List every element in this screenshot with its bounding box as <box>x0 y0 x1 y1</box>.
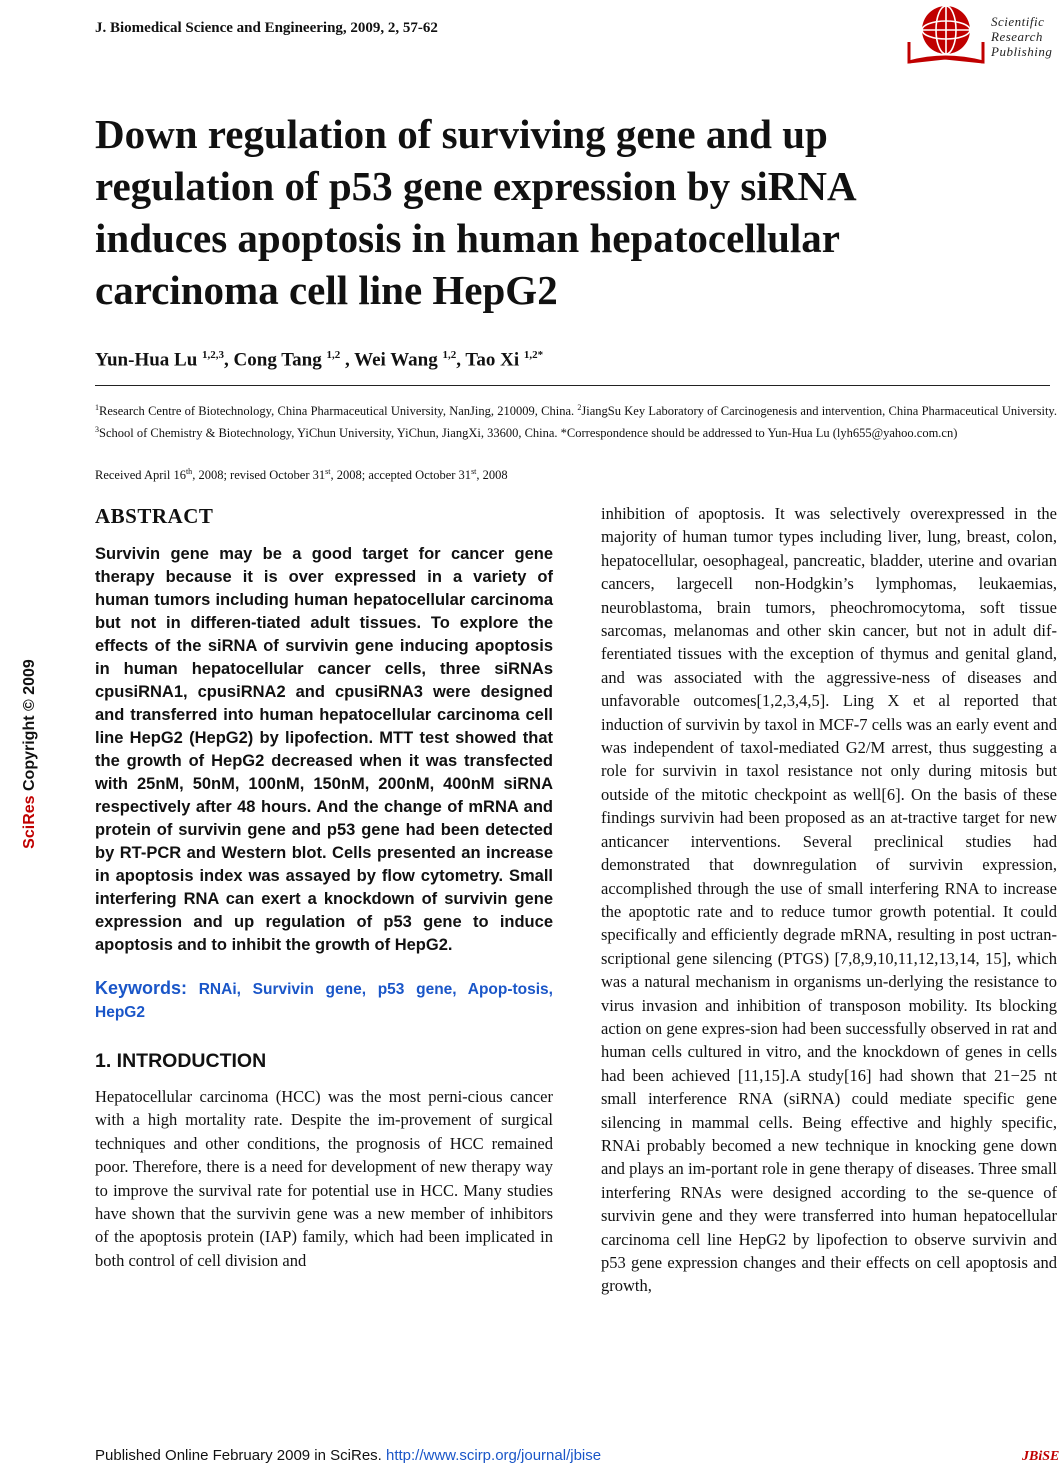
copyright-notice: Copyright © 2009 <box>21 659 38 796</box>
author-affiliation-marker: 1,2* <box>523 349 544 361</box>
affiliation-marker: 2 <box>577 403 582 412</box>
author-list <box>95 349 543 371</box>
author-affiliation-marker: 1,2 <box>442 349 457 361</box>
affiliation-marker: 1 <box>95 403 99 412</box>
ordinal-suffix: th <box>185 467 193 476</box>
journal-url-link[interactable]: http://www.scirp.org/journal/jbise <box>386 1447 602 1464</box>
introduction-paragraph-left: Hepatocellular carcinoma (HCC) was the most perni-cious cancer with a high mortality rate. Despite the im-provement of surgical techniques and other conditions, the prognosis of HCC remained poor. Therefore, there is a need for development of new therapy way to improve the survival rate for potential use in HCC. Many studies have shown that the survivin gene was a new member of inhibitors of the apoptosis protein (IAP) family, which had been implicated in both control of cell division and <box>95 1087 553 1270</box>
right-column <box>601 502 1057 1298</box>
author-separator: , <box>340 349 355 371</box>
logo-line-2: Research <box>991 29 1043 44</box>
author-separator: , <box>224 349 234 371</box>
ordinal-suffix: st <box>471 467 477 476</box>
logo-line-3: Publishing <box>991 44 1053 59</box>
logo-line-1: Scientific <box>991 14 1045 29</box>
author-name: Tao Xi <box>465 349 520 371</box>
left-column <box>95 504 553 1272</box>
year-text: , 2008 <box>476 468 508 483</box>
keywords-label: Keywords: <box>95 978 188 998</box>
author-name: Cong Tang <box>233 349 322 371</box>
affiliation-text: School of Chemistry & Biotechnology, YiChun University, YiChun, JiangXi, 33600, China. *Correspondence should be addressed to Yun-Hua Lu (lyh655@yahoo.com.cn) <box>99 425 958 440</box>
author-affiliation-marker: 1,2,3 <box>202 349 225 361</box>
ordinal-suffix: st <box>325 467 331 476</box>
paper-title: Down regulation of surviving gene and up regulation of p53 gene expression by siRNA induces apoptosis in human hepatocellular carcinoma cell line HepG2 <box>95 111 855 313</box>
revised-text: , 2008; revised October 31 <box>192 468 326 483</box>
published-text: Published Online February 2009 in SciRes. <box>95 1447 386 1464</box>
keywords-list: RNAi, Survivin gene, p53 gene, Apop-tosis, HepG2 <box>95 981 553 1021</box>
affiliation-text: Research Centre of Biotechnology, China Pharmaceutical University, NanJing, 210009, China. <box>99 404 578 419</box>
received-dates <box>95 467 508 483</box>
journal-abbreviation: JBiSE <box>1022 1449 1060 1464</box>
journal-citation: J. Biomedical Science and Engineering, 2009, 2, 57-62 <box>95 20 438 36</box>
abstract-heading: ABSTRACT <box>95 504 214 528</box>
globe-book-icon <box>905 2 987 68</box>
author-divider <box>95 385 1050 386</box>
author-name: Yun-Hua Lu <box>95 349 198 371</box>
copyright-sidebar <box>0 634 60 874</box>
publisher-logo-text <box>991 14 1052 59</box>
sciRes-brand: SciRes <box>21 795 38 849</box>
publisher-logo <box>905 2 1061 68</box>
footer-published <box>95 1447 601 1464</box>
author-name: Wei Wang <box>354 349 438 371</box>
affiliation-marker: 3 <box>95 424 99 434</box>
keywords <box>95 977 553 1024</box>
author-affiliation-marker: 1,2 <box>326 349 341 361</box>
abstract-body: Survivin gene may be a good target for cancer gene therapy because it is over expressed in a variety of human tumors including human hepatocellular carcinoma but not in differen-tiated adult tissues. To explore the effects of the siRNA of survivin gene inducing apoptosis in human hepatocellular cancer cells, three siRNAs cpusiRNA1, cpusiRNA2 and cpusiRNA3 were designed and transferred into human hepatocellular carcinoma cell line HepG2 (HepG2) by lipofection. MTT test showed that the growth of HepG2 decreased when it was transfected with 25nM, 50nM, 100nM, 150nM, 200nM, 400nM siRNA respectively after 48 hours. And the change of mRNA and protein of survivin gene and p53 gene had been detected by RT-PCR and Western blot. Cells presented an increase in apoptosis index was assayed by flow cytometry. Small interfering RNA can exert a knockdown of survivin gene expression and up regulation of p53 gene to induce apoptosis and to inhibit the growth of HepG2. <box>95 545 553 954</box>
received-text: Received April 16 <box>95 468 186 483</box>
affiliations <box>95 399 1057 442</box>
affiliation-text: JiangSu Key Laboratory of Carcinogenesis and intervention, China Pharmaceutical University. <box>581 404 1057 419</box>
author-separator: , <box>456 349 466 371</box>
accepted-text: , 2008; accepted October 31 <box>330 468 472 483</box>
introduction-heading: 1. INTRODUCTION <box>95 1050 267 1072</box>
introduction-paragraph-right: inhibition of apoptosis. It was selectively overexpressed in the majority of human tumor types including liver, lung, breast, colon, hepatocellular, oesophageal, pancreatic, bladder, uterine and ovarian cancers, largecell non-Hodgkin’s lymphomas, leukaemias, neuroblastoma, brain tumors, pheochromocytoma, soft tissue sarcomas, melanomas and other skin cancer, but not in adult dif-ferentiated tissues with the exception of thymus and genital gland, and was associated with the aggressive-ness of diseases and unfavorable outcomes[1,2,3,4,5]. Ling X et al reported that induction of survivin by taxol in MCF-7 cells was an early event and was independent of taxol-mediated G2/M arrest, thus suggesting a role for survivin in taxol resistance not only during mitosis but outside of the mitotic checkpoint as well[6]. On the basis of these findings survivin had been proposed as an at-tractive target for new anticancer interventions. Several preclinical studies had demonstrated that downregulation of survivin expression, accomplished through the use of small interfering RNA to increase the apoptotic rate and to reduce tumor growth potential. It could specifically and efficiently degrade mRNA, resulting in post uctran-scriptional gene silencing (PTGS) [7,8,9,10,11,12,13,14, 15], which was a natural mechanism in organisms un-derlying the resistance to virus invasion and inhibition of transposon mobility. Its blocking action on gene expres-sion had been successfully observed in rat and human cells cultured in vitro, and the knockdown of genes in cells had been achieved [11,15].A study[16] had shown that 21−25 nt small interference RNA (siRNA) could mediate specific gene silencing in mammal cells. Being effective and highly specific, RNAi probably becomed a new technique in knocking gene down and plays an im-portant role in gene therapy of diseases. Three small interfering RNAs were designed according to the se-quence of survivin gene and they were transferred into human hepatocellular carcinoma cell line HepG2 by lipofection to observe survivin and p53 gene expression changes and their effects on cell apoptosis and growth, <box>601 504 1057 1296</box>
copyright-text <box>21 659 39 849</box>
